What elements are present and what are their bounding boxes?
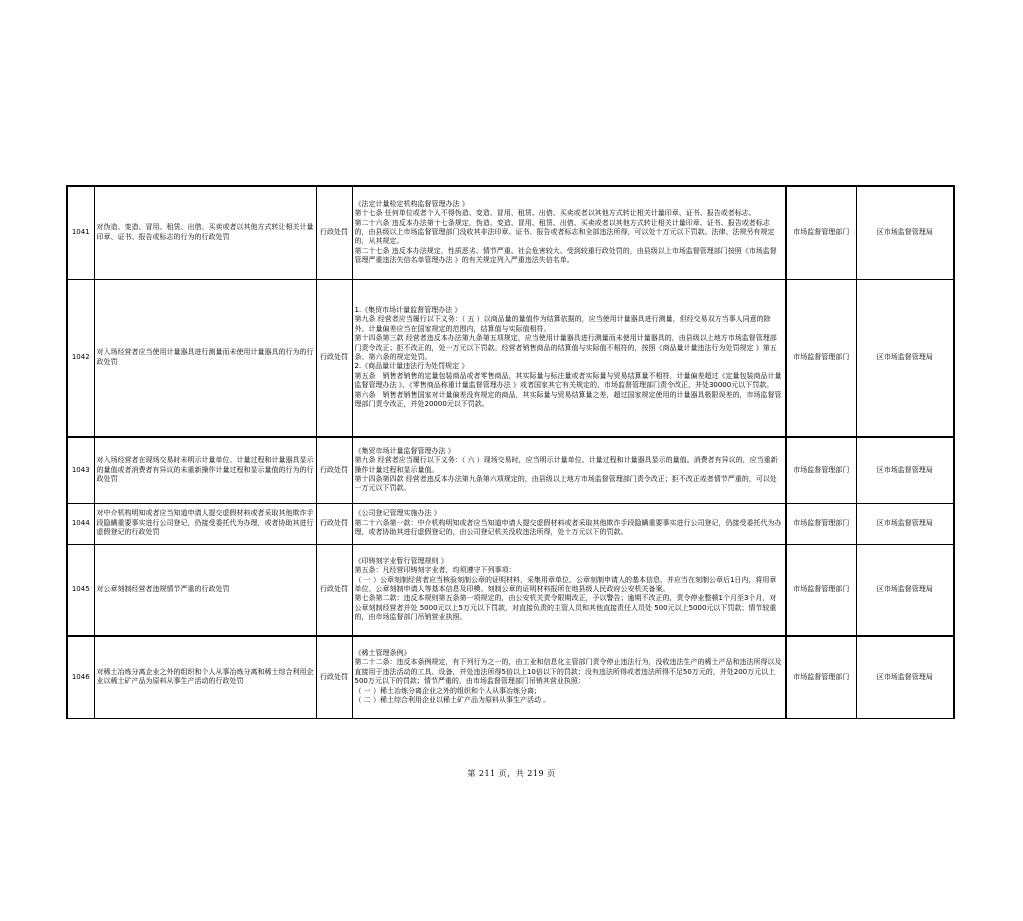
- legal-basis-line: 第七条第二款：违反本规则第五条第一项规定的，由公安机关责令限期改正，予以警告；逾期不改正的，责令停业整顿1个月至3个月，对公章刻制经营者并处 5000元以上5万元以下罚款，对直接负责的主管人员和其他直接责任人员处 500元以上5000元以下罚款；情节较重的，由市场监督部门吊销营业执照。: [354, 594, 777, 622]
- table-row: [67, 186, 954, 279]
- table-row: [67, 544, 954, 636]
- item-number: 1044: [67, 503, 94, 544]
- legal-basis-line: （ 一 ）稀土冶炼分离企业之外的组织和个人从事冶炼分离；: [354, 686, 541, 695]
- legal-basis-line: 第六条 销售者销售国家对计量偏差没有规定的商品，其实际量与贸易结算量之差，超过国家规定使用的计量器具极限误差的，市场监督管理部门责令改正，并处20000元以下罚款。: [354, 390, 782, 409]
- implementing-agency: 区市场监督管理局: [856, 186, 954, 279]
- item-type: 行政处罚: [316, 503, 352, 544]
- legal-basis-line: 第五条 销售者销售的定量包装商品或者零售商品，其实际量与标注量或者实际量与贸易结算量不相符，计量偏差超过《定量包装商品计量监督管理办法 》、《零售商品称重计量监督管理办法 》或者国家其它有关规定的，市场监督管理部门责令改正，并处30000元以下罚款。: [354, 371, 782, 390]
- legal-basis-line: 第九条 经营者应当履行以下义务：（ 五 ）以商品量的量值作为结算依据的，应当使用计量器具进行测量，但经交易双方当事人同意的除外。计量偏差应当在国家规定的范围内，结算值与实际值相符。: [354, 315, 771, 333]
- item-name: 对入场经营者应当使用计量器具进行测量而未使用计量器具的行为的行政处罚: [94, 279, 316, 437]
- legal-basis: [352, 186, 786, 279]
- legal-basis-line: 第二十六条 违反本办法第十七条规定，伪造、变造、冒用、租赁、出借、买卖或者以其他方式转让相关计量印章、证书、报告或者标志的，由县级以上市场监督管理部门没收其非法印章、证书、报告或者标志和全部违法所得，可以处十万元以下罚款。法律、法规另有规定的，从其规定。: [354, 218, 775, 246]
- legal-basis-line: 第十四条第四款 经营者违反本办法第九条第六项规定的，由县级以上地方市场监督管理部门责令改正；拒不改正或者情节严重的，可以处一万元以下罚款。: [354, 474, 777, 493]
- responsible-department: 市场监督管理部门: [786, 503, 856, 544]
- legal-basis-line: 第二十六条第一款：中介机构明知或者应当知道申请人提交虚假材料或者采取其他欺诈手段隐瞒重要事实进行公司登记，仍接受委托代为办理，或者协助其进行虚假登记的，由公司登记机关没收违法所得，处十万元以下的罚款。: [354, 518, 782, 537]
- legal-basis-line: 《稀土管理条例》: [354, 648, 411, 657]
- table-row: [67, 437, 954, 503]
- responsible-department: 市场监督管理部门: [786, 279, 856, 437]
- legal-basis-line: 《集贸市场计量监督管理办法 》: [354, 446, 455, 455]
- responsible-department: 市场监督管理部门: [786, 636, 856, 718]
- item-number: 1046: [67, 636, 94, 718]
- legal-basis-line: 2.《商品量计量违法行为处罚规定 》: [354, 362, 469, 371]
- legal-basis-line: 第二十七条 违反本办法规定，性质恶劣、情节严重、社会危害较大、受到较重行政处罚的，由县级以上市场监督管理部门按照《市场监督管理严重违法失信名单管理办法 》的有关规定列入严重违法失信名单。: [354, 246, 777, 265]
- legal-basis-line: 第二十二条：违反本条例规定，有下列行为之一的，由工业和信息化主管部门责令停止违法行为，没收违法生产的稀土产品和违法所得以及直接用于违法活动的工具、设备，并处违法所得5倍以上10倍以下的罚款；没有违法所得或者违法所得不足50万元的，并处200万元以上500万元以下的罚款；情节严重的，由市场监督管理部门吊销其营业执照：: [354, 658, 782, 686]
- implementing-agency: 区市场监督管理局: [856, 503, 954, 544]
- item-number: 1043: [67, 437, 94, 503]
- legal-basis-line: 第十七条 任何单位或者个人不得伪造、变造、冒用、租赁、出借、买卖或者以其他方式转让相关计量印章、证书、报告或者标志。: [354, 209, 756, 218]
- implementing-agency: 区市场监督管理局: [856, 437, 954, 503]
- legal-basis: [352, 503, 786, 544]
- item-type: 行政处罚: [316, 636, 352, 718]
- page-footer: 第 211 页，共 219 页: [467, 769, 556, 778]
- legal-basis: [352, 437, 786, 503]
- responsible-department: 市场监督管理部门: [786, 544, 856, 636]
- legal-basis-line: 第十四条第三款 经营者违反本办法第九条第五项规定，应当使用计量器具进行测量而未使用计量器具的，由县级以上地方市场监督管理部门责令改正；拒不改正的，处一万元以下罚款。经营者销售商品的结算值与实际值不相符的，按照《商品量计量违法行为处罚规定 》第五条、第六条的规定处罚。: [354, 334, 777, 362]
- item-type: 行政处罚: [316, 544, 352, 636]
- item-name: 对入场经营者在现场交易时未明示计量单位、计量过程和计量器具显示的量值或者消费者有异议的未重新操作计量过程和显示量值的行为的行政处罚: [94, 437, 316, 503]
- table-row: [67, 279, 954, 437]
- item-type: 行政处罚: [316, 279, 352, 437]
- table-body: [67, 186, 954, 718]
- item-type: 行政处罚: [316, 437, 352, 503]
- table-row: [67, 503, 954, 544]
- implementing-agency: 区市场监督管理局: [856, 636, 954, 718]
- implementing-agency: 区市场监督管理局: [856, 279, 954, 437]
- legal-basis-line: 1.《集贸市场计量监督管理办法 》: [354, 305, 462, 314]
- implementing-agency: 区市场监督管理局: [856, 544, 954, 636]
- legal-basis-line: （ 二 ）稀土综合利用企业以稀土矿产品为原料从事生产活动 。: [354, 696, 551, 705]
- item-name: 对中介机构明知或者应当知道申请人提交虚假材料或者采取其他欺诈手段隐瞒重要事实进行公司登记，仍接受委托代为办理，或者协助其进行虚假登记的行政处罚: [94, 503, 316, 544]
- regulation-table: [66, 185, 955, 719]
- legal-basis-line: 第九条 经营者应当履行以下义务：（ 六 ）现场交易时，应当明示计量单位、计量过程和计量器具显示的量值。消费者有异议的，应当重新操作计量过程和显示量值。: [354, 456, 778, 474]
- table-row: [67, 636, 954, 718]
- legal-basis-line: 《印铸刻字业暂行管理规则 》: [354, 556, 448, 565]
- legal-basis-line: 《法定计量检定机构监督管理办法 》: [354, 199, 469, 208]
- legal-basis: [352, 636, 786, 718]
- item-number: 1045: [67, 544, 94, 636]
- item-type: 行政处罚: [316, 186, 352, 279]
- item-name: 对稀土冶炼分离企业之外的组织和个人从事冶炼分离和稀土综合利用企业以稀土矿产品为原料从事生产活动的行政处罚: [94, 636, 316, 718]
- item-number: 1041: [67, 186, 94, 279]
- responsible-department: 市场监督管理部门: [786, 437, 856, 503]
- legal-basis: [352, 544, 786, 636]
- legal-basis: [352, 279, 786, 437]
- legal-basis-line: 《公司登记管理实施办法 》: [354, 509, 441, 518]
- item-number: 1042: [67, 279, 94, 437]
- legal-basis-line: 第五条：凡经营印铸刻字业者，均须遵守下列事项：: [354, 566, 516, 575]
- item-name: 对公章刻制经营者违规情节严重的行政处罚: [94, 544, 316, 636]
- responsible-department: 市场监督管理部门: [786, 186, 856, 279]
- legal-basis-line: （ 一 ）公章刻制经营者应当核验刻制公章的证明材料，采集用章单位、公章刻制申请人的基本信息，并应当在刻制公章后1日内，将用章单位、公章刻制申请人等基本信息及印模、刻制公章的证明材料报所在地县级人民政府公安机关备案。: [354, 575, 777, 594]
- item-name: 对伪造、变造、冒用、租赁、出借、买卖或者以其他方式转让相关计量印章、证书、报告或标志的行为的行政处罚: [94, 186, 316, 279]
